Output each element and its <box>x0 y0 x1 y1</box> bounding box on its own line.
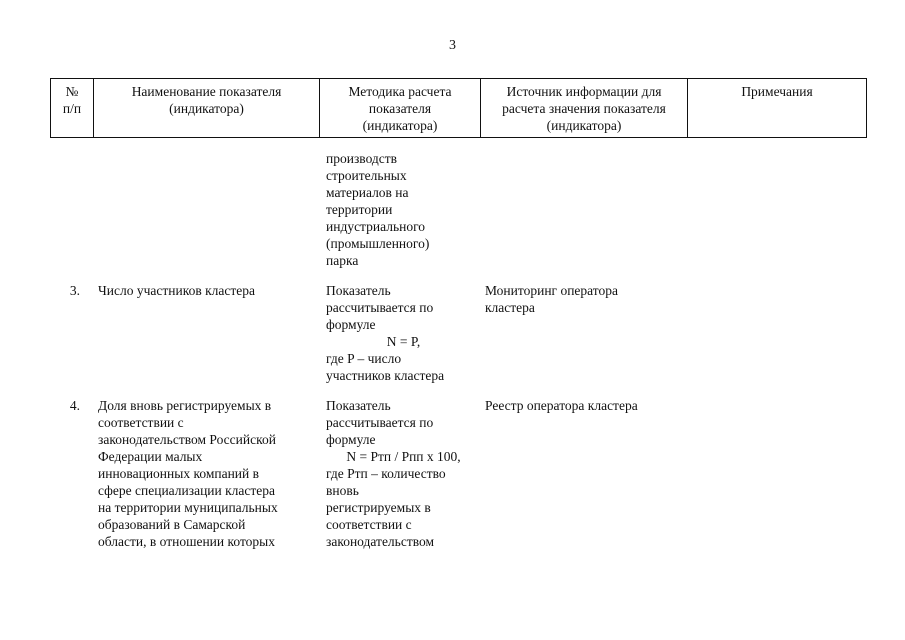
header-num: № п/п <box>51 79 94 138</box>
continuation-method-text: производств строительных материалов на территории индустриального (промышленного) парка <box>326 151 430 268</box>
formula: N = Pтп / Pпп x 100, <box>346 449 461 464</box>
row-number: 3. <box>69 283 80 298</box>
method-description: где P – число участников кластера <box>326 351 445 383</box>
header-notes: Примечания <box>688 79 867 138</box>
row-number: 4. <box>69 398 80 413</box>
formula: N = P, <box>386 334 421 349</box>
page-number: 3 <box>449 38 456 53</box>
table-header-row <box>51 79 867 138</box>
header-source: Источник информации для расчета значения показателя (индикатора) <box>481 79 688 138</box>
information-source: Реестр оператора кластера <box>485 398 638 413</box>
indicator-name: Число участников кластера <box>98 283 256 298</box>
indicator-table-header <box>50 78 867 138</box>
information-source: Мониторинг оператора кластера <box>485 283 619 315</box>
header-method: Методика расчета показателя (индикатора) <box>320 79 481 138</box>
method-intro: Показатель рассчитывается по формуле <box>326 283 434 332</box>
method-intro: Показатель рассчитывается по формуле <box>326 398 434 447</box>
header-name: Наименование показателя (индикатора) <box>94 79 320 138</box>
method-description: где Pтп – количество вновь регистрируемых в соответствии с законодательством <box>326 466 446 549</box>
indicator-name: Доля вновь регистрируемых в соответствии с законодательством Российской Федерации малых инновационных компаний в сфере специализации кластера на территории муниципальных образований в Самарской области, в отношении которых <box>98 398 278 549</box>
